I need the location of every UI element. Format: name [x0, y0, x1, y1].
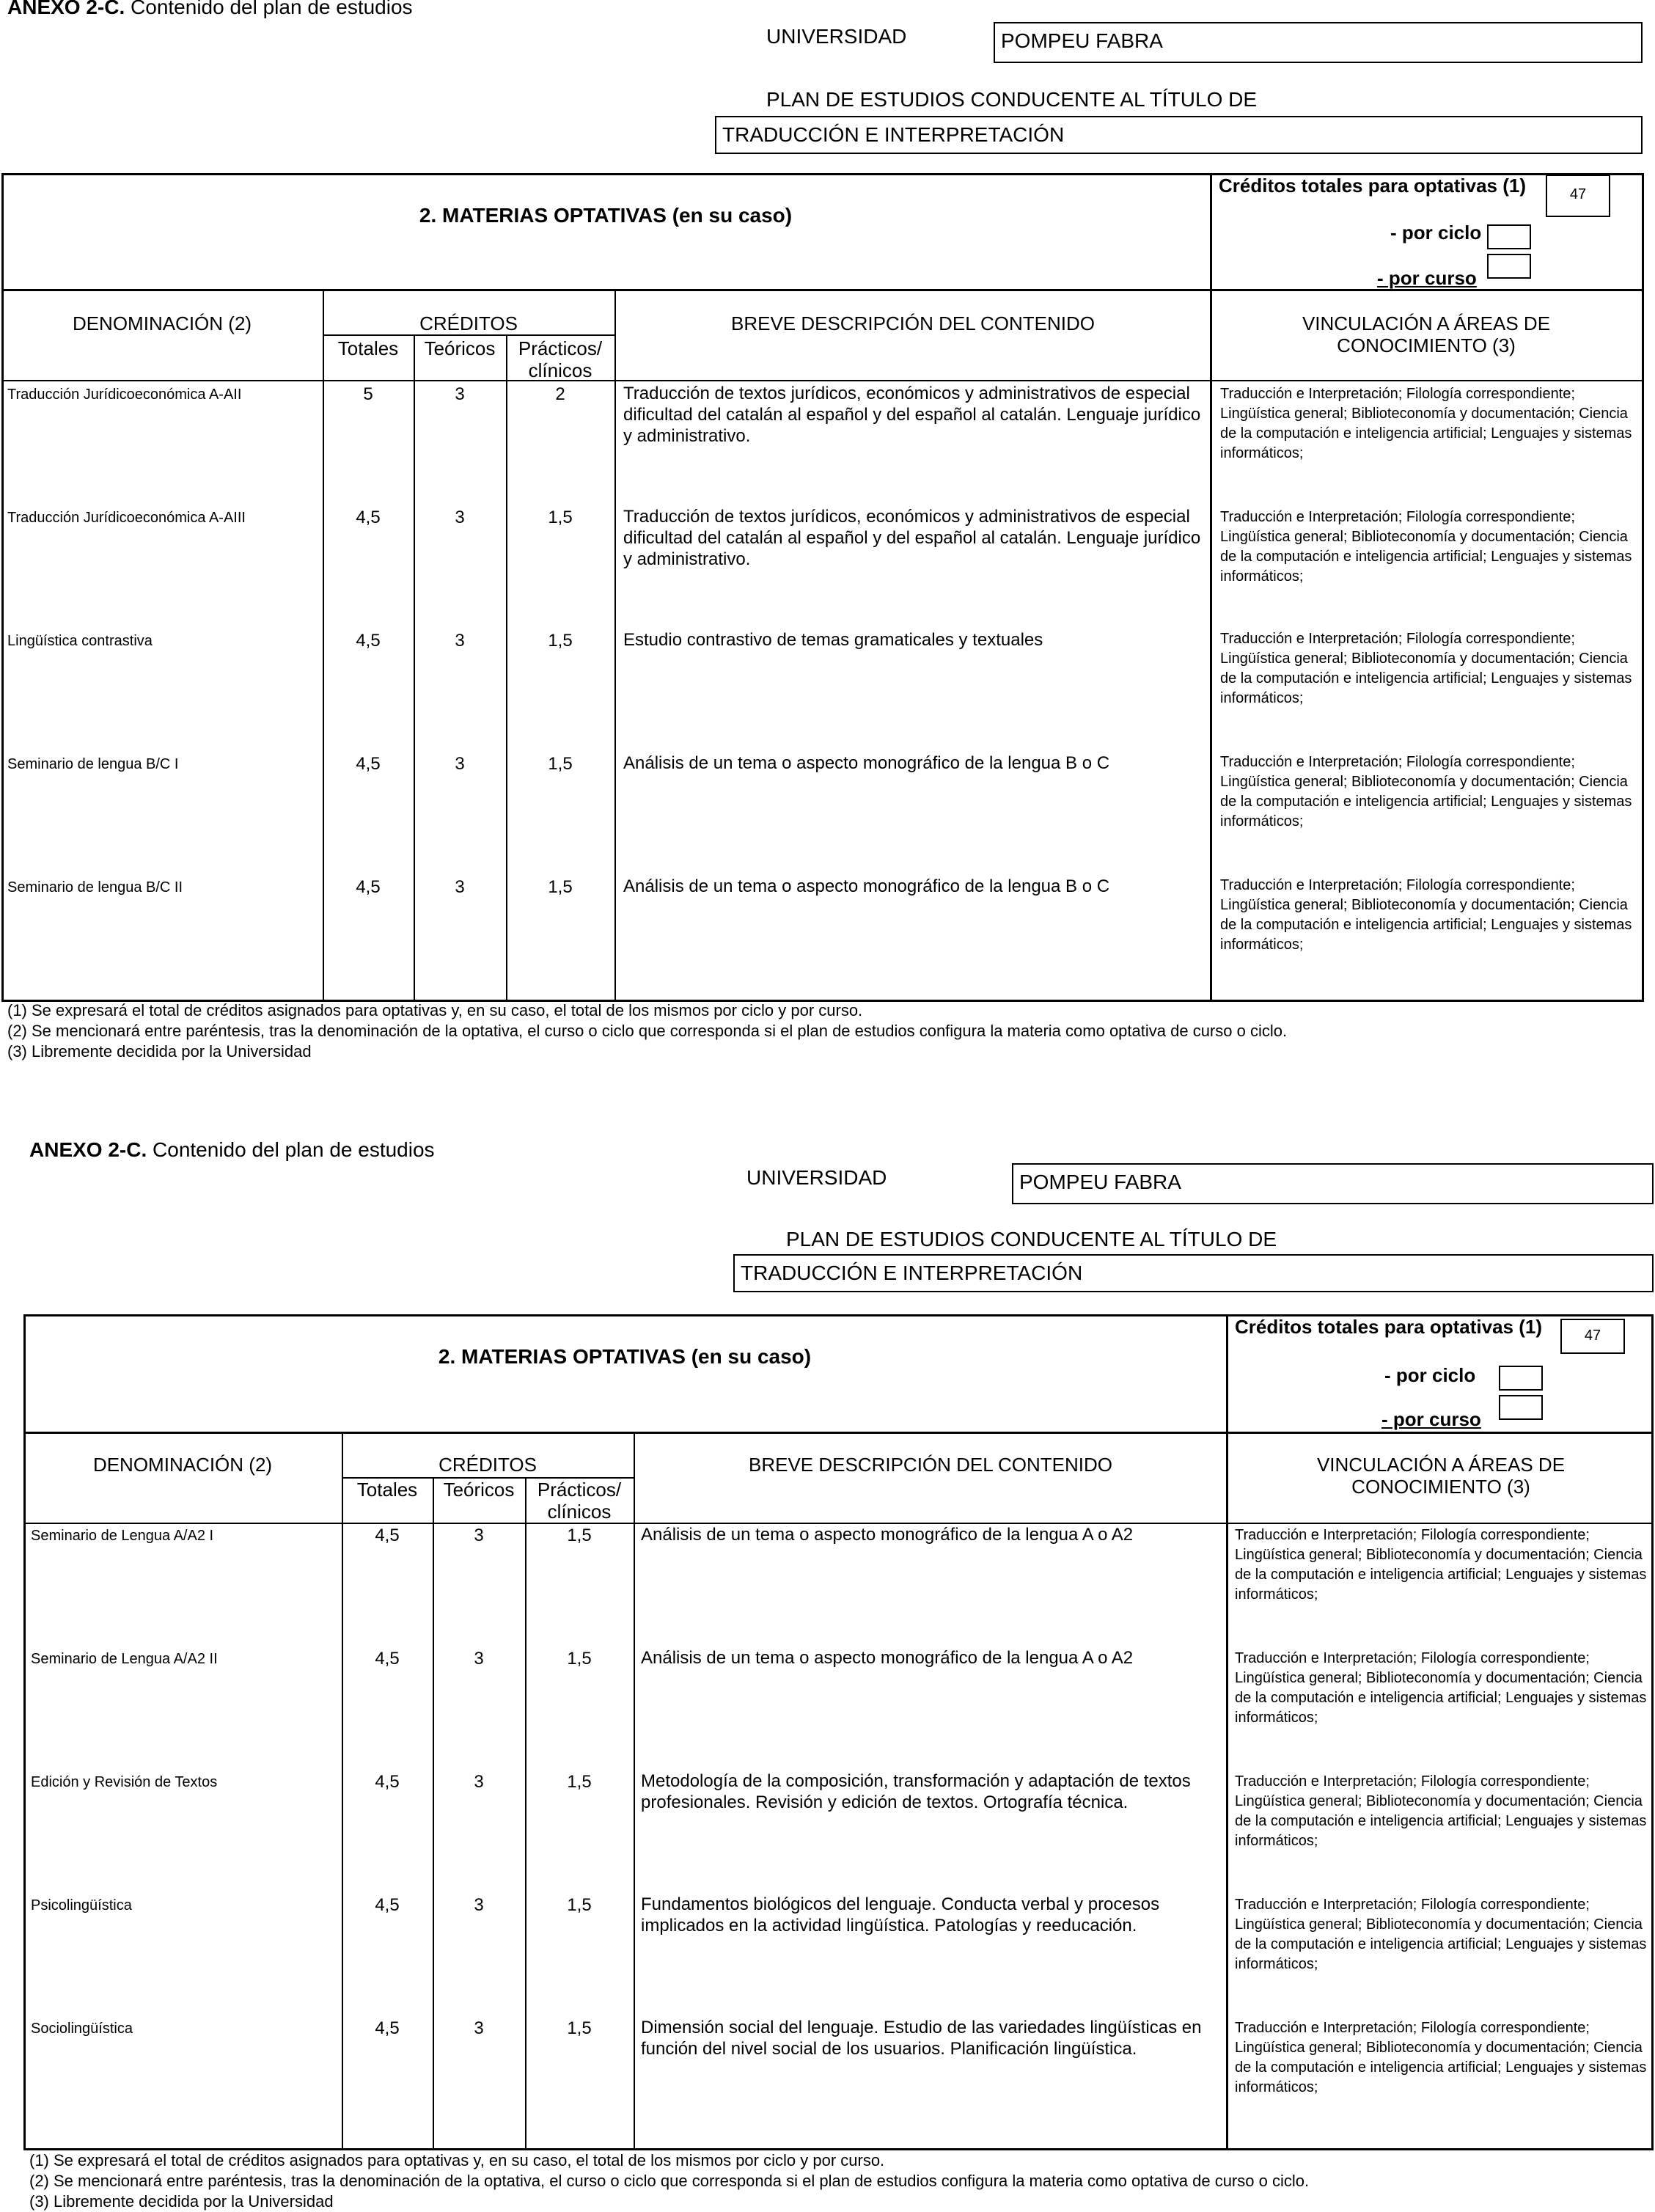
descripcion-cell: Análisis de un tema o aspecto monográfico de la lengua B o C [623, 876, 1110, 896]
teoricos-cell: 3 [455, 384, 465, 404]
header-descripcion: BREVE DESCRIPCIÓN DEL CONTENIDO [730, 312, 1095, 334]
descripcion-cell: Análisis de un tema o aspecto monográfico de la lengua A o A2 [641, 1648, 1134, 1668]
creditos-totales-label: Créditos totales para optativas (1) [1235, 1316, 1542, 1338]
teoricos-cell: 3 [455, 754, 465, 774]
teoricos-cell: 3 [474, 2018, 484, 2038]
header-creditos: CRÉDITOS [438, 1454, 537, 1476]
vinculacion-cell: Traducción e Interpretación; Filología correspondiente; Lingüística general; Biblioteconomía y documentación; Ciencia de la computación e inteligencia artificial; Lenguajes y sistemas informáticos; [1235, 1773, 1647, 1849]
vinculacion-cell: Traducción e Interpretación; Filología correspondiente; Lingüística general; Biblioteconomía y documentación; Ciencia de la computación e inteligencia artificial; Lenguajes y sistemas informáticos; [1220, 754, 1632, 830]
vinculacion-cell: Traducción e Interpretación; Filología correspondiente; Lingüística general; Biblioteconomía y documentación; Ciencia de la computación e inteligencia artificial; Lenguajes y sistemas informáticos; [1220, 631, 1632, 706]
footnote-2: (2) Se mencionará entre paréntesis, tras la denominación de la optativa, el curso o ciclo que corresponda si el plan de estudios configura la materia como optativa de curso o ciclo. [7, 1022, 1288, 1040]
descripcion-cell: Dimensión social del lenguaje. Estudio de las variedades lingüísticas en función del nivel social de los usuarios. Planificación lingüística. [641, 2018, 1202, 2059]
denominacion-cell: Traducción Jurídicoeconómica A-AIII [7, 510, 246, 526]
practicos-cell: 1,5 [567, 2018, 592, 2038]
plan-label: PLAN DE ESTUDIOS CONDUCENTE AL TÍTULO DE [786, 1228, 1277, 1250]
footnote-3: (3) Libremente decidida por la Universidad [7, 1042, 312, 1061]
header-creditos: CRÉDITOS [419, 312, 518, 334]
teoricos-cell: 3 [474, 1526, 484, 1545]
teoricos-cell: 3 [474, 1772, 484, 1792]
denominacion-cell: Traducción Jurídicoeconómica A-AII [7, 387, 242, 403]
descripcion-cell: Traducción de textos jurídicos, económicos y administrativos de especial dificultad del catalán al español y del español al catalán. Lenguaje jurídico y administrativo. [623, 384, 1201, 446]
por-ciclo-label: - por ciclo [1384, 1364, 1476, 1386]
descripcion-cell: Metodología de la composición, transformación y adaptación de textos profesionales. Revisión y edición de textos. Ortografía técnica. [641, 1771, 1191, 1812]
descripcion-cell: Traducción de textos jurídicos, económicos y administrativos de especial dificultad del catalán al español y del español al catalán. Lenguaje jurídico y administrativo. [623, 507, 1201, 569]
universidad-field: POMPEU FABRA [994, 22, 1643, 63]
descripcion-cell: Estudio contrastivo de temas gramaticales y textuales [623, 630, 1043, 650]
titulo-field: TRADUCCIÓN E INTERPRETACIÓN [715, 116, 1643, 154]
footnote-3: (3) Libremente decidida por la Universidad [29, 2192, 334, 2211]
practicos-cell: 1,5 [567, 1649, 592, 1669]
practicos-cell: 1,5 [567, 1772, 592, 1792]
denominacion-cell: Seminario de lengua B/C I [7, 756, 179, 772]
practicos-cell: 1,5 [548, 877, 573, 897]
section-title: 2. MATERIAS OPTATIVAS (en su caso) [419, 204, 793, 227]
practicos-cell: 1,5 [567, 1526, 592, 1545]
denominacion-cell: Seminario de Lengua A/A2 I [31, 1528, 214, 1544]
anexo-heading: ANEXO 2-C. Contenido del plan de estudios [29, 1138, 435, 1161]
header-vinculacion: VINCULACIÓN A ÁREAS DE CONOCIMIENTO (3) [1302, 312, 1551, 356]
descripcion-cell: Fundamentos biológicos del lenguaje. Conducta verbal y procesos implicados en la actividad lingüística. Patologías y reeducación. [641, 1894, 1160, 1936]
vinculacion-cell: Traducción e Interpretación; Filología correspondiente; Lingüística general; Biblioteconomía y documentación; Ciencia de la computación e inteligencia artificial; Lenguajes y sistemas informáticos; [1235, 1527, 1647, 1603]
vinculacion-cell: Traducción e Interpretación; Filología correspondiente; Lingüística general; Biblioteconomía y documentación; Ciencia de la computación e inteligencia artificial; Lenguajes y sistemas informáticos; [1235, 2020, 1647, 2095]
creditos-totales-value: 47 [1546, 175, 1610, 217]
header-teoricos: Teóricos [443, 1479, 515, 1501]
totales-cell: 5 [363, 384, 373, 404]
por-curso-field [1487, 254, 1531, 279]
header-totales: Totales [337, 337, 399, 359]
vinculacion-cell: Traducción e Interpretación; Filología correspondiente; Lingüística general; Biblioteconomía y documentación; Ciencia de la computación e inteligencia artificial; Lenguajes y sistemas informáticos; [1220, 509, 1632, 585]
totales-cell: 4,5 [375, 1649, 400, 1669]
por-ciclo-label: - por ciclo [1390, 221, 1482, 243]
creditos-totales-label: Créditos totales para optativas (1) [1219, 175, 1526, 197]
por-ciclo-field [1487, 224, 1531, 249]
practicos-cell: 1,5 [548, 754, 573, 774]
universidad-label: UNIVERSIDAD [746, 1166, 887, 1189]
teoricos-cell: 3 [474, 1649, 484, 1669]
por-curso-label: - por curso [1381, 1408, 1481, 1430]
teoricos-cell: 3 [455, 631, 465, 651]
descripcion-cell: Análisis de un tema o aspecto monográfico de la lengua B o C [623, 753, 1110, 773]
plan-label: PLAN DE ESTUDIOS CONDUCENTE AL TÍTULO DE [766, 88, 1258, 111]
header-teoricos: Teóricos [424, 337, 496, 359]
denominacion-cell: Lingüística contrastiva [7, 633, 153, 649]
footnote-2: (2) Se mencionará entre paréntesis, tras la denominación de la optativa, el curso o ciclo que corresponda si el plan de estudios configura la materia como optativa de curso o ciclo. [29, 2172, 1310, 2190]
totales-cell: 4,5 [356, 508, 381, 527]
header-vinculacion: VINCULACIÓN A ÁREAS DE CONOCIMIENTO (3) [1316, 1454, 1566, 1498]
section-title: 2. MATERIAS OPTATIVAS (en su caso) [438, 1345, 812, 1368]
vinculacion-cell: Traducción e Interpretación; Filología correspondiente; Lingüística general; Biblioteconomía y documentación; Ciencia de la computación e inteligencia artificial; Lenguajes y sistemas informáticos; [1235, 1897, 1647, 1972]
denominacion-cell: Seminario de Lengua A/A2 II [31, 1651, 218, 1667]
universidad-label: UNIVERSIDAD [766, 25, 907, 48]
anexo-heading: ANEXO 2-C. Contenido del plan de estudios [7, 0, 413, 18]
por-curso-label: - por curso [1377, 267, 1477, 289]
totales-cell: 4,5 [375, 1526, 400, 1545]
denominacion-cell: Edición y Revisión de Textos [31, 1774, 218, 1790]
totales-cell: 4,5 [356, 877, 381, 897]
totales-cell: 4,5 [356, 631, 381, 651]
creditos-totales-value: 47 [1560, 1319, 1625, 1354]
header-descripcion: BREVE DESCRIPCIÓN DEL CONTENIDO [748, 1454, 1112, 1476]
totales-cell: 4,5 [356, 754, 381, 774]
footnote-1: (1) Se expresará el total de créditos asignados para optativas y, en su caso, el total de los mismos por ciclo y por curso. [7, 1001, 863, 1019]
teoricos-cell: 3 [474, 1895, 484, 1915]
header-practicos: Prácticos/ clínicos [518, 337, 603, 381]
totales-cell: 4,5 [375, 2018, 400, 2038]
por-curso-field [1499, 1395, 1543, 1420]
denominacion-cell: Seminario de lengua B/C II [7, 879, 183, 896]
universidad-field: POMPEU FABRA [1012, 1163, 1654, 1204]
practicos-cell: 1,5 [548, 631, 573, 651]
totales-cell: 4,5 [375, 1772, 400, 1792]
teoricos-cell: 3 [455, 508, 465, 527]
vinculacion-cell: Traducción e Interpretación; Filología correspondiente; Lingüística general; Biblioteconomía y documentación; Ciencia de la computación e inteligencia artificial; Lenguajes y sistemas informáticos; [1220, 386, 1632, 461]
practicos-cell: 2 [555, 384, 565, 404]
denominacion-cell: Psicolingüística [31, 1897, 132, 1913]
denominacion-cell: Sociolingüística [31, 2021, 133, 2037]
header-totales: Totales [356, 1479, 418, 1501]
footnote-1: (1) Se expresará el total de créditos asignados para optativas y, en su caso, el total de los mismos por ciclo y por curso. [29, 2151, 885, 2169]
titulo-field: TRADUCCIÓN E INTERPRETACIÓN [733, 1254, 1654, 1292]
header-practicos: Prácticos/ clínicos [537, 1479, 622, 1523]
practicos-cell: 1,5 [548, 508, 573, 527]
practicos-cell: 1,5 [567, 1895, 592, 1915]
teoricos-cell: 3 [455, 877, 465, 897]
por-ciclo-field [1499, 1366, 1543, 1391]
totales-cell: 4,5 [375, 1895, 400, 1915]
vinculacion-cell: Traducción e Interpretación; Filología correspondiente; Lingüística general; Biblioteconomía y documentación; Ciencia de la computación e inteligencia artificial; Lenguajes y sistemas informáticos; [1220, 877, 1632, 953]
header-denominacion: DENOMINACIÓN (2) [92, 1454, 273, 1476]
header-denominacion: DENOMINACIÓN (2) [72, 312, 252, 334]
descripcion-cell: Análisis de un tema o aspecto monográfico de la lengua A o A2 [641, 1525, 1134, 1545]
vinculacion-cell: Traducción e Interpretación; Filología correspondiente; Lingüística general; Biblioteconomía y documentación; Ciencia de la computación e inteligencia artificial; Lenguajes y sistemas informáticos; [1235, 1650, 1647, 1726]
